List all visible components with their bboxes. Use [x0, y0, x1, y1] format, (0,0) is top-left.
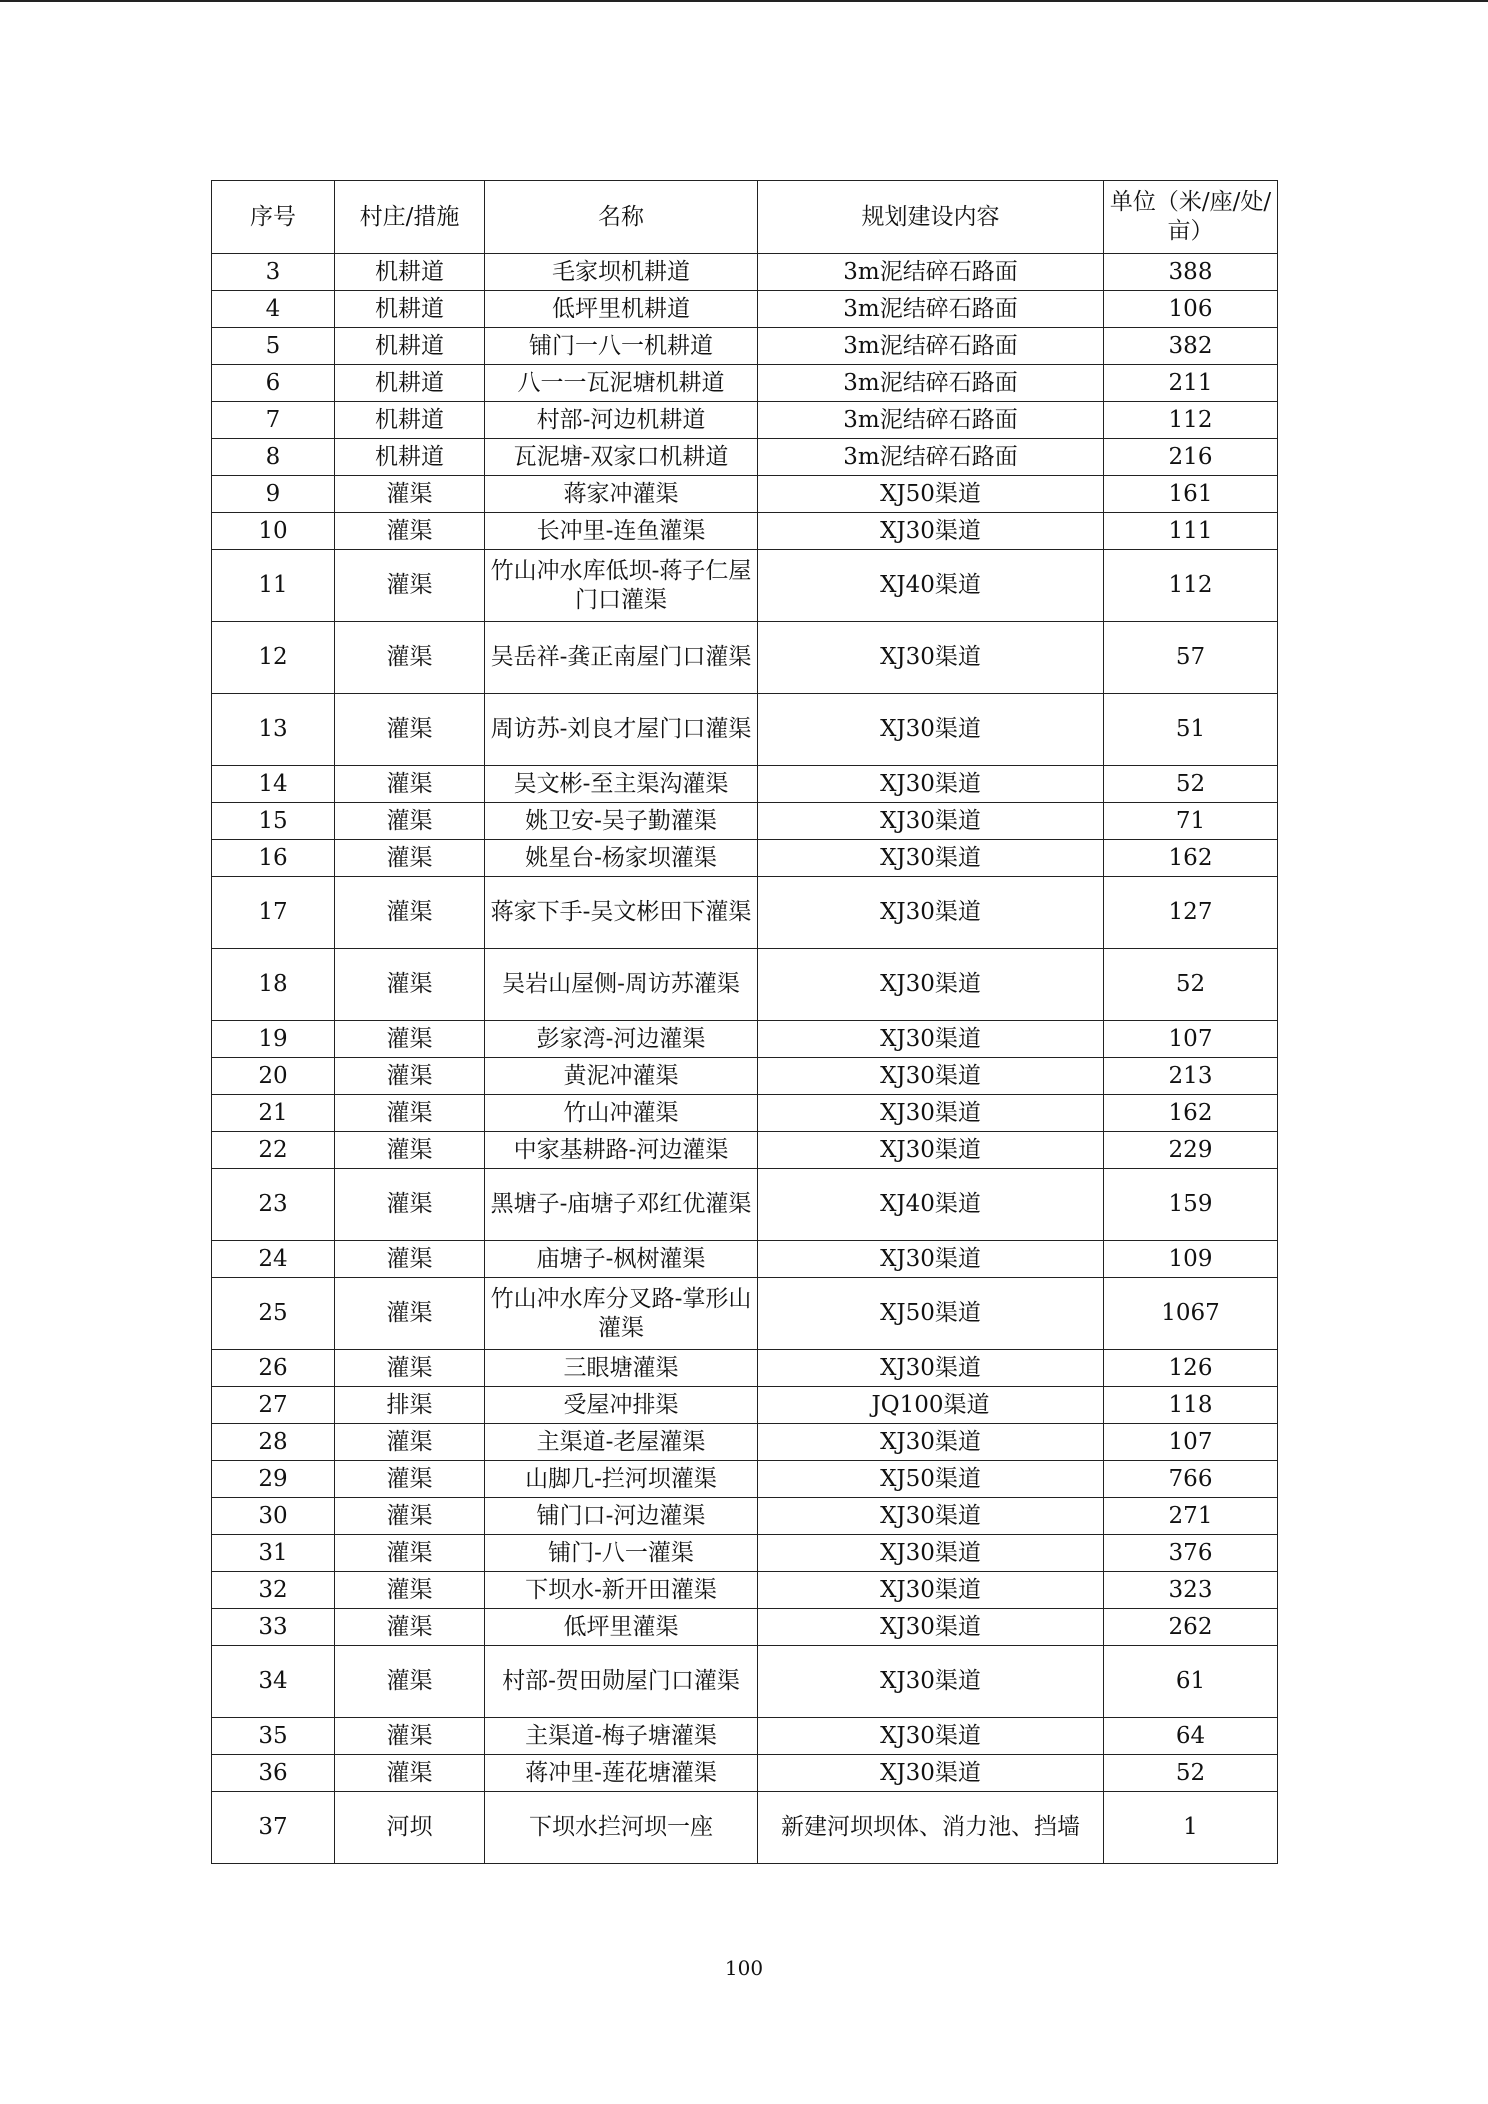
header-serial-number: 序号 [212, 181, 335, 254]
cell-measure: 灌渠 [335, 1169, 485, 1241]
cell-measure: 灌渠 [335, 513, 485, 550]
cell-name: 山脚几-拦河坝灌渠 [485, 1461, 758, 1498]
cell-content: XJ30渠道 [758, 513, 1104, 550]
cell-serial: 25 [212, 1278, 335, 1350]
table-row [212, 439, 1278, 476]
cell-measure: 灌渠 [335, 1350, 485, 1387]
table-row [212, 365, 1278, 402]
cell-measure: 机耕道 [335, 402, 485, 439]
cell-unit: 52 [1104, 949, 1278, 1021]
table-row [212, 1424, 1278, 1461]
cell-name: 中家基耕路-河边灌渠 [485, 1132, 758, 1169]
cell-measure: 灌渠 [335, 1755, 485, 1792]
cell-name: 蒋家冲灌渠 [485, 476, 758, 513]
cell-measure: 机耕道 [335, 254, 485, 291]
cell-serial: 32 [212, 1572, 335, 1609]
table-row [212, 622, 1278, 694]
cell-unit: 1 [1104, 1792, 1278, 1864]
cell-measure: 灌渠 [335, 1572, 485, 1609]
cell-unit: 51 [1104, 694, 1278, 766]
cell-content: XJ40渠道 [758, 1169, 1104, 1241]
cell-measure: 机耕道 [335, 328, 485, 365]
cell-measure: 灌渠 [335, 1535, 485, 1572]
cell-serial: 17 [212, 877, 335, 949]
cell-serial: 23 [212, 1169, 335, 1241]
cell-serial: 22 [212, 1132, 335, 1169]
cell-serial: 37 [212, 1792, 335, 1864]
table-row [212, 1535, 1278, 1572]
cell-content: 新建河坝坝体、消力池、挡墙 [758, 1792, 1104, 1864]
table-row [212, 1387, 1278, 1424]
cell-content: XJ50渠道 [758, 1278, 1104, 1350]
cell-measure: 灌渠 [335, 1278, 485, 1350]
cell-serial: 20 [212, 1058, 335, 1095]
table-row [212, 1792, 1278, 1864]
cell-content: XJ30渠道 [758, 1095, 1104, 1132]
table-row [212, 1241, 1278, 1278]
table-row [212, 1646, 1278, 1718]
cell-name: 蒋家下手-吴文彬田下灌渠 [485, 877, 758, 949]
table-row [212, 766, 1278, 803]
cell-content: XJ30渠道 [758, 1424, 1104, 1461]
cell-unit: 323 [1104, 1572, 1278, 1609]
cell-measure: 机耕道 [335, 365, 485, 402]
cell-serial: 27 [212, 1387, 335, 1424]
cell-content: XJ50渠道 [758, 476, 1104, 513]
cell-serial: 36 [212, 1755, 335, 1792]
table-row [212, 1169, 1278, 1241]
cell-name: 姚星台-杨家坝灌渠 [485, 840, 758, 877]
table-row [212, 1718, 1278, 1755]
cell-serial: 10 [212, 513, 335, 550]
cell-measure: 灌渠 [335, 1609, 485, 1646]
table-row [212, 402, 1278, 439]
header-unit: 单位（米/座/处/亩） [1104, 181, 1278, 254]
cell-content: XJ30渠道 [758, 622, 1104, 694]
cell-name: 下坝水拦河坝一座 [485, 1792, 758, 1864]
table-row [212, 694, 1278, 766]
table-row [212, 840, 1278, 877]
cell-measure: 灌渠 [335, 1132, 485, 1169]
cell-serial: 31 [212, 1535, 335, 1572]
cell-serial: 13 [212, 694, 335, 766]
cell-content: XJ40渠道 [758, 550, 1104, 622]
cell-content: XJ30渠道 [758, 1755, 1104, 1792]
cell-content: XJ30渠道 [758, 949, 1104, 1021]
cell-name: 彭家湾-河边灌渠 [485, 1021, 758, 1058]
cell-serial: 34 [212, 1646, 335, 1718]
table-row [212, 291, 1278, 328]
cell-name: 主渠道-老屋灌渠 [485, 1424, 758, 1461]
cell-content: XJ30渠道 [758, 1498, 1104, 1535]
cell-serial: 11 [212, 550, 335, 622]
cell-measure: 灌渠 [335, 803, 485, 840]
cell-content: 3m泥结碎石路面 [758, 254, 1104, 291]
cell-measure: 灌渠 [335, 1498, 485, 1535]
cell-unit: 107 [1104, 1424, 1278, 1461]
cell-unit: 388 [1104, 254, 1278, 291]
header-planned-content: 规划建设内容 [758, 181, 1104, 254]
cell-unit: 107 [1104, 1021, 1278, 1058]
cell-unit: 1067 [1104, 1278, 1278, 1350]
cell-serial: 5 [212, 328, 335, 365]
table-row [212, 1755, 1278, 1792]
cell-content: 3m泥结碎石路面 [758, 328, 1104, 365]
cell-content: XJ30渠道 [758, 1132, 1104, 1169]
cell-measure: 河坝 [335, 1792, 485, 1864]
table-row [212, 803, 1278, 840]
cell-name: 低坪里机耕道 [485, 291, 758, 328]
table-row [212, 254, 1278, 291]
cell-serial: 19 [212, 1021, 335, 1058]
cell-measure: 灌渠 [335, 550, 485, 622]
cell-serial: 16 [212, 840, 335, 877]
cell-unit: 216 [1104, 439, 1278, 476]
cell-measure: 灌渠 [335, 877, 485, 949]
cell-measure: 灌渠 [335, 1646, 485, 1718]
cell-unit: 162 [1104, 1095, 1278, 1132]
cell-unit: 52 [1104, 766, 1278, 803]
cell-unit: 159 [1104, 1169, 1278, 1241]
cell-name: 吴岩山屋侧-周访苏灌渠 [485, 949, 758, 1021]
cell-content: XJ30渠道 [758, 803, 1104, 840]
table-row [212, 877, 1278, 949]
header-name: 名称 [485, 181, 758, 254]
table-row [212, 1350, 1278, 1387]
table-row [212, 1572, 1278, 1609]
cell-serial: 12 [212, 622, 335, 694]
cell-serial: 18 [212, 949, 335, 1021]
table-row [212, 1461, 1278, 1498]
table-row [212, 1021, 1278, 1058]
cell-name: 村部-贺田勋屋门口灌渠 [485, 1646, 758, 1718]
cell-content: XJ30渠道 [758, 694, 1104, 766]
cell-serial: 33 [212, 1609, 335, 1646]
cell-content: XJ30渠道 [758, 1021, 1104, 1058]
cell-measure: 灌渠 [335, 949, 485, 1021]
cell-name: 八一一瓦泥塘机耕道 [485, 365, 758, 402]
table-row [212, 328, 1278, 365]
cell-unit: 57 [1104, 622, 1278, 694]
cell-content: XJ30渠道 [758, 1609, 1104, 1646]
cell-measure: 灌渠 [335, 694, 485, 766]
cell-serial: 14 [212, 766, 335, 803]
cell-name: 蒋冲里-莲花塘灌渠 [485, 1755, 758, 1792]
cell-measure: 机耕道 [335, 439, 485, 476]
table-row [212, 1498, 1278, 1535]
cell-name: 周访苏-刘良才屋门口灌渠 [485, 694, 758, 766]
cell-unit: 162 [1104, 840, 1278, 877]
cell-unit: 271 [1104, 1498, 1278, 1535]
table-row [212, 513, 1278, 550]
cell-unit: 127 [1104, 877, 1278, 949]
cell-unit: 382 [1104, 328, 1278, 365]
cell-unit: 109 [1104, 1241, 1278, 1278]
cell-serial: 29 [212, 1461, 335, 1498]
planning-table [211, 180, 1278, 1864]
cell-unit: 71 [1104, 803, 1278, 840]
cell-content: XJ30渠道 [758, 1350, 1104, 1387]
cell-serial: 8 [212, 439, 335, 476]
cell-name: 竹山冲水库分叉路-掌形山灌渠 [485, 1278, 758, 1350]
cell-name: 低坪里灌渠 [485, 1609, 758, 1646]
cell-name: 铺门口-河边灌渠 [485, 1498, 758, 1535]
table-body [212, 254, 1278, 1864]
cell-measure: 排渠 [335, 1387, 485, 1424]
cell-serial: 4 [212, 291, 335, 328]
cell-measure: 机耕道 [335, 291, 485, 328]
cell-name: 长冲里-连鱼灌渠 [485, 513, 758, 550]
cell-name: 毛家坝机耕道 [485, 254, 758, 291]
cell-name: 庙塘子-枫树灌渠 [485, 1241, 758, 1278]
cell-unit: 52 [1104, 1755, 1278, 1792]
cell-serial: 9 [212, 476, 335, 513]
cell-unit: 118 [1104, 1387, 1278, 1424]
cell-measure: 灌渠 [335, 1241, 485, 1278]
table-row [212, 1095, 1278, 1132]
cell-measure: 灌渠 [335, 622, 485, 694]
table-row [212, 1609, 1278, 1646]
top-border-line [0, 0, 1488, 2]
cell-content: XJ30渠道 [758, 766, 1104, 803]
table-row [212, 1058, 1278, 1095]
cell-unit: 61 [1104, 1646, 1278, 1718]
cell-name: 村部-河边机耕道 [485, 402, 758, 439]
cell-serial: 21 [212, 1095, 335, 1132]
table-row [212, 1278, 1278, 1350]
cell-unit: 376 [1104, 1535, 1278, 1572]
cell-unit: 111 [1104, 513, 1278, 550]
cell-measure: 灌渠 [335, 1058, 485, 1095]
cell-serial: 26 [212, 1350, 335, 1387]
cell-content: XJ30渠道 [758, 877, 1104, 949]
cell-name: 铺门-八一灌渠 [485, 1535, 758, 1572]
cell-content: XJ30渠道 [758, 1241, 1104, 1278]
header-village-measure: 村庄/措施 [335, 181, 485, 254]
cell-unit: 106 [1104, 291, 1278, 328]
cell-measure: 灌渠 [335, 1021, 485, 1058]
cell-unit: 161 [1104, 476, 1278, 513]
cell-content: JQ100渠道 [758, 1387, 1104, 1424]
cell-unit: 766 [1104, 1461, 1278, 1498]
cell-name: 黑塘子-庙塘子邓红优灌渠 [485, 1169, 758, 1241]
cell-name: 主渠道-梅子塘灌渠 [485, 1718, 758, 1755]
cell-measure: 灌渠 [335, 766, 485, 803]
cell-content: XJ30渠道 [758, 1572, 1104, 1609]
cell-content: 3m泥结碎石路面 [758, 439, 1104, 476]
cell-serial: 24 [212, 1241, 335, 1278]
cell-measure: 灌渠 [335, 840, 485, 877]
cell-serial: 3 [212, 254, 335, 291]
cell-name: 下坝水-新开田灌渠 [485, 1572, 758, 1609]
cell-name: 受屋冲排渠 [485, 1387, 758, 1424]
cell-serial: 30 [212, 1498, 335, 1535]
cell-content: XJ30渠道 [758, 1535, 1104, 1572]
cell-unit: 64 [1104, 1718, 1278, 1755]
cell-name: 姚卫安-吴子勤灌渠 [485, 803, 758, 840]
cell-name: 竹山冲灌渠 [485, 1095, 758, 1132]
cell-content: XJ30渠道 [758, 1718, 1104, 1755]
cell-name: 铺门一八一机耕道 [485, 328, 758, 365]
table-row [212, 476, 1278, 513]
cell-measure: 灌渠 [335, 1461, 485, 1498]
cell-name: 三眼塘灌渠 [485, 1350, 758, 1387]
table-row [212, 550, 1278, 622]
table-header-row [212, 181, 1278, 254]
cell-serial: 6 [212, 365, 335, 402]
cell-unit: 229 [1104, 1132, 1278, 1169]
table-row [212, 949, 1278, 1021]
cell-content: XJ30渠道 [758, 840, 1104, 877]
page-number: 100 [724, 1956, 764, 1980]
cell-serial: 7 [212, 402, 335, 439]
cell-measure: 灌渠 [335, 476, 485, 513]
table-row [212, 1132, 1278, 1169]
cell-name: 黄泥冲灌渠 [485, 1058, 758, 1095]
cell-content: 3m泥结碎石路面 [758, 402, 1104, 439]
cell-measure: 灌渠 [335, 1095, 485, 1132]
cell-content: XJ30渠道 [758, 1058, 1104, 1095]
cell-name: 竹山冲水库低坝-蒋子仁屋门口灌渠 [485, 550, 758, 622]
cell-measure: 灌渠 [335, 1424, 485, 1461]
cell-name: 吴文彬-至主渠沟灌渠 [485, 766, 758, 803]
cell-name: 瓦泥塘-双家口机耕道 [485, 439, 758, 476]
cell-serial: 15 [212, 803, 335, 840]
cell-unit: 211 [1104, 365, 1278, 402]
cell-unit: 112 [1104, 402, 1278, 439]
cell-unit: 112 [1104, 550, 1278, 622]
cell-unit: 213 [1104, 1058, 1278, 1095]
cell-serial: 28 [212, 1424, 335, 1461]
cell-serial: 35 [212, 1718, 335, 1755]
cell-unit: 262 [1104, 1609, 1278, 1646]
cell-content: 3m泥结碎石路面 [758, 291, 1104, 328]
cell-name: 吴岳祥-龚正南屋门口灌渠 [485, 622, 758, 694]
cell-content: 3m泥结碎石路面 [758, 365, 1104, 402]
cell-measure: 灌渠 [335, 1718, 485, 1755]
cell-unit: 126 [1104, 1350, 1278, 1387]
cell-content: XJ50渠道 [758, 1461, 1104, 1498]
cell-content: XJ30渠道 [758, 1646, 1104, 1718]
